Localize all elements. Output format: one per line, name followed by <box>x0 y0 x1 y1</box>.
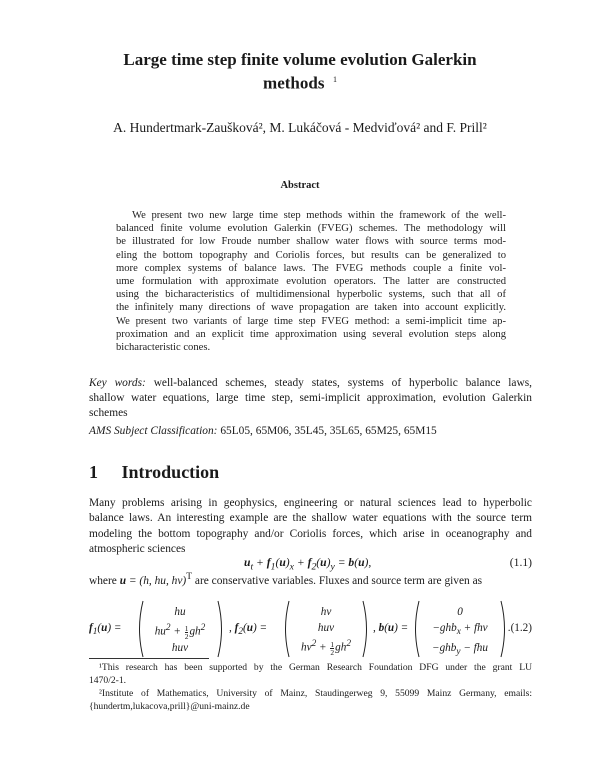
abstract-line: using the bicharacteristics of multidimensional hyperbolic systems, such that all of <box>116 289 506 301</box>
keywords-line: schemes <box>89 407 128 419</box>
left-paren-icon <box>281 600 291 658</box>
intro-line: modeling the bottom topography and/or Coriolis forces, which arise in oceanography and <box>89 527 532 540</box>
left-paren-icon <box>411 600 421 658</box>
f2-vector: hv huv $hv^2$ + $\frac{1}{2}$ $gh^2$ <box>301 606 351 657</box>
equation-1-2-tag: .(1.2) <box>507 622 532 634</box>
abstract-line: proximation and an explicit time approximation using several evolution steps along <box>116 328 506 340</box>
abstract-heading: Abstract <box>280 180 320 191</box>
abstract-line: bicharacteristic cones. <box>116 342 211 354</box>
ams-codes: 65L05, 65M06, 35L45, 35L65, 65M25, 65M15 <box>220 425 437 437</box>
abstract-line: be illustrated for low Froude number shallow water flows with source terms mod- <box>116 236 506 248</box>
f1-vector: hu $hu^2$ + $\frac{1}{2}$ $gh^2$ huv <box>154 606 206 654</box>
right-paren-icon <box>216 600 226 658</box>
abstract-line: We present two variants of large time step FVEG method: a semi-implicit time ap- <box>116 315 506 327</box>
abstract-line: balanced finite volume evolution Galerkin (FVEG) schemes. The methodology will <box>116 223 506 235</box>
ams-label: AMS Subject Classification: <box>89 425 218 437</box>
abstract-line: eling the bottom topography and Coriolis forces, but results can be generalized to <box>116 249 506 261</box>
abstract-line: more complex systems of balance laws. The FVEG methods couple a finite vol- <box>116 262 506 274</box>
equation-1-2-tag-text: (1.2) <box>510 622 532 634</box>
paper-title <box>60 50 540 94</box>
title-footnote-mark: 1 <box>332 75 337 84</box>
keywords-line <box>89 376 532 391</box>
section-number: 1 <box>89 462 98 482</box>
equation-1-2 <box>89 600 532 658</box>
right-paren-icon <box>361 600 371 658</box>
footnote-line: 1470/2-1. <box>89 674 127 686</box>
title-line-1: Large time step finite volume evolution Galerkin <box>123 50 477 69</box>
keywords-line: shallow water equations, large time step, semi-implicit approximation, evolution Galerkin <box>89 392 532 404</box>
where-line: where u = (h, hu, hv)$^T$ are conservative variables. Fluxes and source term are given as <box>89 572 483 587</box>
b-label: , b(u) = <box>373 622 409 634</box>
footnote-2 <box>89 688 532 713</box>
abstract-body <box>116 209 506 354</box>
f1-label: $f_1(u)$ = <box>89 622 122 638</box>
footnote-1 <box>89 662 532 687</box>
left-paren-icon <box>135 600 145 658</box>
intro-line: balance laws. An interesting example are the shallow water equations with the source term <box>89 512 532 525</box>
intro-line: Many problems arising in geophysics, engineering or natural sciences lead to hyperbolic <box>89 497 532 509</box>
keywords-text: well-balanced schemes, steady states, systems of hyperbolic balance laws, <box>153 377 532 389</box>
where-math: u <box>119 574 127 587</box>
equation-1-1-tag: (1.1) <box>509 556 532 569</box>
footnote-line: {hundertm,lukacova,prill}@uni-mainz.de <box>89 700 250 712</box>
where-pre: where <box>89 574 117 587</box>
keywords <box>89 376 532 421</box>
title-line-2 <box>60 70 540 94</box>
equation-1-1-body: $u_t + f_1(u)_x + f_2(u)_y = b(u)$, <box>244 556 372 573</box>
b-vector: 0 −ghb$_x$ + fhv −ghb$_y$ − fhu <box>432 606 488 658</box>
footnote-line: ¹This research has been supported by the German Research Foundation DFG under the grant LU <box>99 662 532 673</box>
intro-paragraph <box>89 496 532 557</box>
intro-line: atmospheric sciences <box>89 542 186 555</box>
where-post: are conservative variables. Fluxes and source term are given as <box>194 574 483 587</box>
ams-classification <box>89 425 437 437</box>
section-title: Introduction <box>121 462 220 482</box>
footnote-line: ²Institute of Mathematics, University of Mainz, Staudingerweg 9, 55099 Mainz Germany, emails: <box>99 688 532 699</box>
section-heading <box>89 462 219 483</box>
keywords-label: Key words: <box>89 377 146 389</box>
abstract-line: ume formulation with approximate evolution operators. The latter are constructed <box>116 276 506 288</box>
title-line-2-text: methods <box>263 73 325 93</box>
author-list: A. Hundertmark-Zaušková², M. Lukáčová - Medviďová² and F. Prill² <box>113 120 487 135</box>
footnote-rule <box>89 658 209 659</box>
f2-label: , $f_2(u)$ = <box>229 622 268 638</box>
abstract-line: the infinitely many directions of wave propagation are taken into account explicitly. <box>116 302 506 314</box>
abstract-line: We present two new large time step methods within the framework of the well- <box>132 210 506 221</box>
